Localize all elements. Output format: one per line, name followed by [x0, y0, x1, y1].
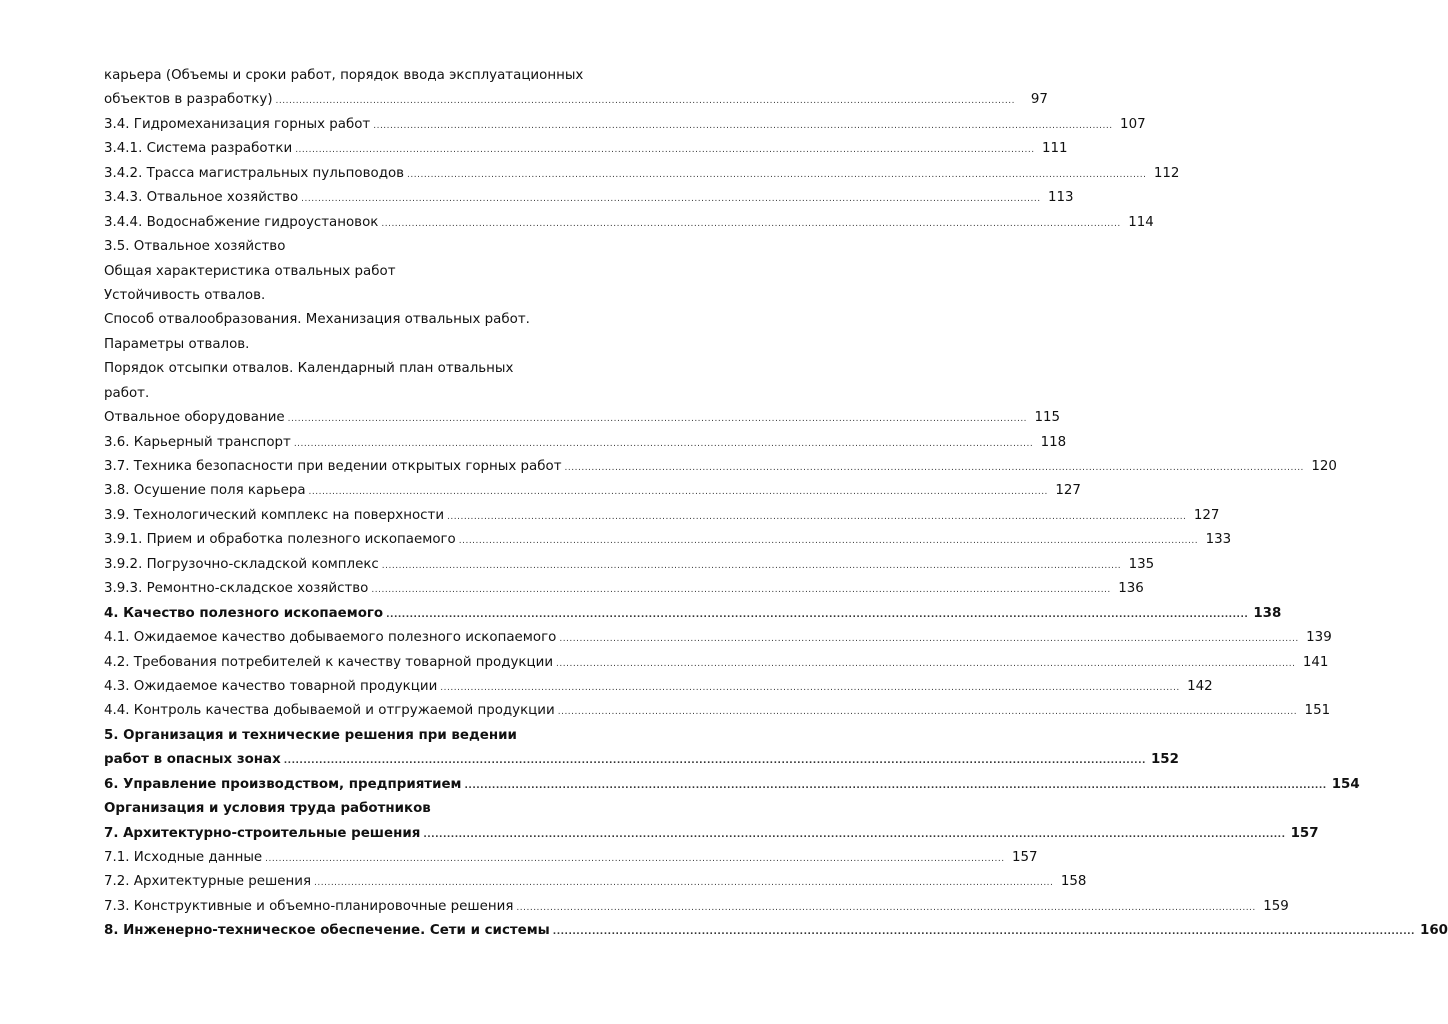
toc-entry-title: 7.1. Исходные данные: [104, 850, 263, 865]
toc-page-number: 138: [1253, 605, 1282, 621]
toc-entry-title: 7.3. Конструктивные и объемно-планировочные решения: [104, 898, 514, 914]
toc-page-number: 111: [1042, 141, 1068, 157]
toc-page-number: 113: [1048, 190, 1074, 206]
toc-dot-leader: ............................................................................................................................................................................................................................: [314, 878, 1054, 889]
toc-dot-leader: ............................................................................................................................................................................................................................: [371, 585, 1111, 596]
toc-entry: [104, 699, 1331, 723]
toc-entry-title: Параметры отвалов.: [104, 336, 250, 352]
toc-entry: [104, 822, 1319, 846]
toc-page-number: 152: [1150, 752, 1179, 768]
toc-entry-title: Организация и условия труда работников: [104, 801, 431, 817]
toc-entry-title: 3.7. Техника безопасности при ведении открытых горных работ: [104, 459, 562, 474]
toc-entry: [104, 88, 1048, 112]
toc-entry: [104, 528, 1232, 552]
toc-entry-title: 3.9.1. Прием и обработка полезного ископаемого: [104, 532, 456, 548]
toc-entry: [104, 235, 644, 259]
toc-entry: [104, 308, 644, 332]
toc-entry: [104, 357, 644, 381]
toc-dot-leader: ............................................................................................................................................................................................................................: [557, 707, 1298, 718]
toc-entry: [104, 577, 1144, 601]
toc-dot-leader: ............................................................................................................................................................................................................................: [381, 560, 1122, 571]
toc-entry-title: 3.9. Технологический комплекс на поверхности: [104, 507, 445, 523]
toc-entry: [104, 846, 1038, 870]
toc-entry-title: 6. Управление производством, предприятием: [104, 776, 462, 792]
toc-page-number: 127: [1055, 483, 1081, 499]
toc-dot-leader: ............................................................................................................................................................................................................................: [516, 902, 1256, 913]
toc-entry: [104, 724, 644, 748]
toc-entry-title: Общая характеристика отвальных работ: [104, 263, 396, 279]
toc-entry: [104, 797, 644, 821]
toc-entry: [104, 895, 1289, 919]
toc-entry: [104, 431, 1067, 455]
toc-entry-title: 3.4.3. Отвальное хозяйство: [104, 190, 299, 206]
toc-page-number: 115: [1034, 410, 1061, 426]
toc-entry-title: 7. Архитектурно-строительные решения: [104, 825, 421, 841]
toc-entry: [104, 137, 1068, 161]
toc-dot-leader: ............................................................................................................................................................................................................................: [440, 682, 1180, 693]
toc-entry-title: Устойчивость отвалов.: [104, 287, 266, 303]
toc-page-number: 127: [1193, 507, 1220, 523]
toc-page-number: 157: [1290, 825, 1319, 841]
toc-dot-leader: ............................................................................................................................................................................................................................: [407, 169, 1147, 180]
toc-entry: [104, 113, 1146, 137]
toc-dot-leader: ............................................................................................................................................................................................................................: [287, 414, 1028, 425]
toc-entry-title: Порядок отсыпки отвалов. Календарный план отвальных: [104, 361, 514, 377]
toc-entry-title: 3.5. Отвальное хозяйство: [104, 239, 286, 255]
toc-entry: [104, 675, 1213, 699]
toc-entry: [104, 479, 1081, 503]
toc-entry-title: 8. Инженерно-техническое обеспечение. Сети и системы: [104, 923, 550, 939]
toc-dot-leader: ............................................................................................................................................................................................................................: [556, 658, 1296, 669]
toc-dot-leader: ............................................................................................................................................................................................................................: [265, 854, 1005, 864]
toc-entry: [104, 382, 644, 406]
toc-page-number: 112: [1153, 165, 1180, 181]
toc-entry-title: 3.4. Гидромеханизация горных работ: [104, 116, 371, 132]
toc-entry-title: 4.1. Ожидаемое качество добываемого полезного ископаемого: [104, 630, 557, 646]
toc-page-number: 107: [1120, 116, 1146, 132]
toc-entry-title: 3.9.3. Ремонтно-складское хозяйство: [104, 581, 369, 597]
toc-entry: [104, 553, 1155, 577]
toc-dot-leader: ............................................................................................................................................................................................................................: [373, 120, 1113, 131]
toc-entry: [104, 162, 1180, 186]
toc-entry-title: 4. Качество полезного ископаемого: [104, 605, 384, 621]
toc-entry: [104, 333, 644, 357]
toc-page-number: 141: [1302, 654, 1329, 670]
toc-entry-title: объектов в разработку): [104, 92, 273, 108]
toc-entry: [104, 626, 1332, 650]
toc-page-number: 136: [1118, 581, 1144, 597]
toc-entry-title: 3.4.1. Система разработки: [104, 141, 293, 157]
toc-page-number: 97: [1030, 92, 1048, 108]
toc-entry: [104, 64, 644, 88]
toc-dot-leader: ............................................................................................................................................................................................................................: [552, 927, 1415, 938]
toc-entry-title: 4.3. Ожидаемое качество товарной продукции: [104, 678, 438, 694]
toc-entry-title: 3.9.2. Погрузочно-складской комплекс: [104, 556, 379, 572]
toc-entry-title: 7.2. Архитектурные решения: [104, 874, 312, 890]
toc-dot-leader: ............................................................................................................................................................................................................................: [295, 145, 1035, 156]
toc-page-number: 159: [1263, 898, 1289, 914]
toc-entry: [104, 748, 1179, 772]
toc-entry: [104, 504, 1220, 528]
toc-entry: [104, 602, 1282, 626]
toc-dot-leader: ............................................................................................................................................................................................................................: [423, 829, 1286, 840]
toc-entry-title: 3.6. Карьерный транспорт: [104, 434, 291, 450]
toc-entry-title: работ в опасных зонах: [104, 752, 281, 768]
toc-page-number: 142: [1187, 678, 1213, 694]
toc-page-number: 118: [1040, 434, 1067, 450]
toc-dot-leader: ............................................................................................................................................................................................................................: [381, 218, 1121, 229]
toc-dot-leader: ............................................................................................................................................................................................................................: [283, 756, 1146, 767]
toc-entry: [104, 211, 1154, 235]
toc-dot-leader: ............................................................................................................................................................................................................................: [458, 536, 1199, 547]
table-of-contents: [104, 64, 1448, 944]
toc-entry: [104, 773, 1360, 797]
toc-entry-title: Отвальное оборудование: [104, 410, 285, 426]
toc-page-number: 160: [1420, 923, 1448, 939]
toc-page-number: 114: [1128, 214, 1154, 230]
toc-entry-title: 3.4.2. Трасса магистральных пульповодов: [104, 165, 405, 181]
toc-dot-leader: ............................................................................................................................................................................................................................: [293, 438, 1034, 449]
toc-entry: [104, 455, 1337, 479]
toc-dot-leader: ............................................................................................................................................................................................................................: [275, 96, 1015, 107]
toc-page-number: 158: [1060, 874, 1087, 890]
toc-dot-leader: ............................................................................................................................................................................................................................: [301, 194, 1041, 205]
toc-entry: [104, 870, 1087, 894]
toc-entry: [104, 406, 1061, 430]
toc-entry: [104, 284, 644, 308]
toc-entry: [104, 651, 1329, 675]
toc-entry-title: карьера (Объемы и сроки работ, порядок ввода эксплуатационных: [104, 68, 584, 83]
toc-dot-leader: ............................................................................................................................................................................................................................: [386, 609, 1249, 620]
toc-dot-leader: ............................................................................................................................................................................................................................: [559, 634, 1299, 645]
toc-entry-title: 3.8. Осушение поля карьера: [104, 483, 306, 499]
toc-page-number: 133: [1205, 532, 1232, 548]
toc-page-number: 135: [1128, 556, 1155, 572]
toc-entry-title: 3.4.4. Водоснабжение гидроустановок: [104, 214, 379, 230]
toc-entry-title: Способ отвалообразования. Механизация отвальных работ.: [104, 312, 530, 328]
toc-page-number: 139: [1306, 630, 1332, 646]
toc-entry: [104, 919, 1448, 943]
toc-page-number: 120: [1311, 459, 1337, 474]
toc-page-number: 154: [1331, 776, 1360, 792]
toc-entry-title: 4.2. Требования потребителей к качеству товарной продукции: [104, 654, 554, 670]
toc-dot-leader: ............................................................................................................................................................................................................................: [564, 463, 1304, 473]
toc-page-number: 157: [1012, 850, 1038, 865]
toc-entry: [104, 260, 644, 284]
toc-entry-title: 4.4. Контроль качества добываемой и отгружаемой продукции: [104, 703, 555, 719]
toc-page-number: 151: [1304, 703, 1331, 719]
toc-entry-title: работ.: [104, 385, 150, 401]
toc-entry: [104, 186, 1074, 210]
toc-dot-leader: ............................................................................................................................................................................................................................: [464, 780, 1327, 791]
toc-entry-title: 5. Организация и технические решения при ведении: [104, 727, 517, 743]
toc-dot-leader: ............................................................................................................................................................................................................................: [308, 487, 1048, 498]
toc-dot-leader: ............................................................................................................................................................................................................................: [447, 511, 1187, 522]
